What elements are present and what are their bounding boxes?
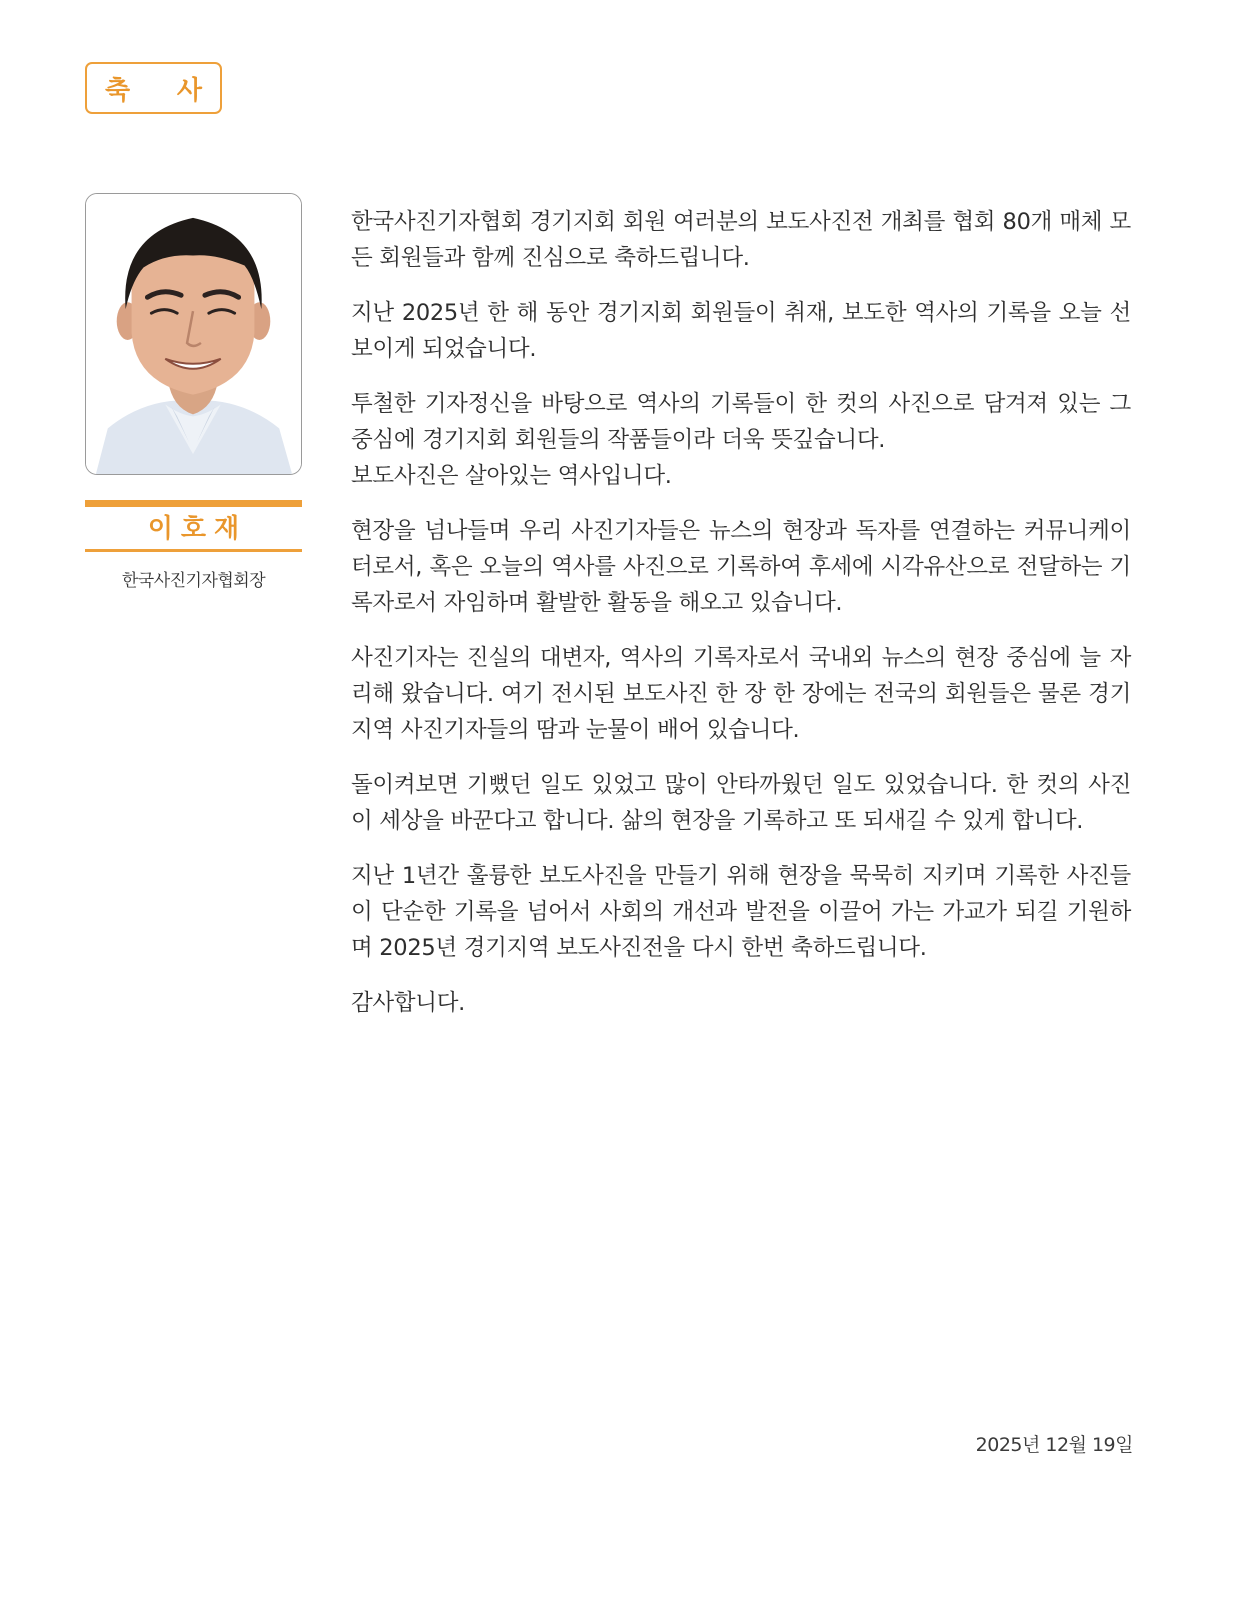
paragraph: 한국사진기자협회 경기지회 회원 여러분의 보도사진전 개최를 협회 80개 매체 모든 회원들과 함께 진심으로 축하드립니다. [351,209,1131,271]
message-body [351,204,1131,1040]
paragraph: 보도사진은 살아있는 역사입니다. [351,463,672,489]
author-name: 이호재 [147,514,248,544]
message-date: 2025년 12월 19일 [975,1434,1133,1456]
badge-char-1: 축 [105,75,131,106]
name-block [85,500,302,552]
author-role: 한국사진기자협회장 [121,571,266,591]
section-badge [85,62,222,114]
paragraph: 현장을 넘나들며 우리 사진기자들은 뉴스의 현장과 독자를 연결하는 커뮤니케이터로서, 혹은 오늘의 역사를 사진으로 기록하여 후세에 시각유산으로 전달하는 기록자로서 자임하며 활발한 활동을 해오고 있습니다. [351,518,1131,616]
paragraph: 지난 2025년 한 해 동안 경기지회 회원들이 취재, 보도한 역사의 기록을 오늘 선보이게 되었습니다. [351,300,1131,362]
name-rule-bottom [85,549,302,552]
paragraph: 지난 1년간 훌륭한 보도사진을 만들기 위해 현장을 묵묵히 지키며 기록한 사진들이 단순한 기록을 넘어서 사회의 개선과 발전을 이끌어 가는 가교가 되길 기원하며 2025년 경기지역 보도사진전을 다시 한번 축하드립니다. [351,863,1131,961]
paragraph: 감사합니다. [351,990,466,1016]
portrait-photo [85,193,302,475]
paragraph: 사진기자는 진실의 대변자, 역사의 기록자로서 국내외 뉴스의 현장 중심에 늘 자리해 왔습니다. 여기 전시된 보도사진 한 장 한 장에는 전국의 회원들은 물론 경기지역 사진기자들의 땀과 눈물이 배어 있습니다. [351,645,1131,743]
paragraph: 돌이켜보면 기뻤던 일도 있었고 많이 안타까웠던 일도 있었습니다. 한 컷의 사진이 세상을 바꾼다고 합니다. 삶의 현장을 기록하고 또 되새길 수 있게 합니다. [351,772,1131,834]
paragraph: 투철한 기자정신을 바탕으로 역사의 기록들이 한 컷의 사진으로 담겨져 있는 그 중심에 경기지회 회원들의 작품들이라 더욱 뜻깊습니다. [351,391,1131,453]
name-rule-top [85,500,302,507]
portrait-illustration [86,194,301,474]
badge-char-2: 사 [176,75,202,106]
